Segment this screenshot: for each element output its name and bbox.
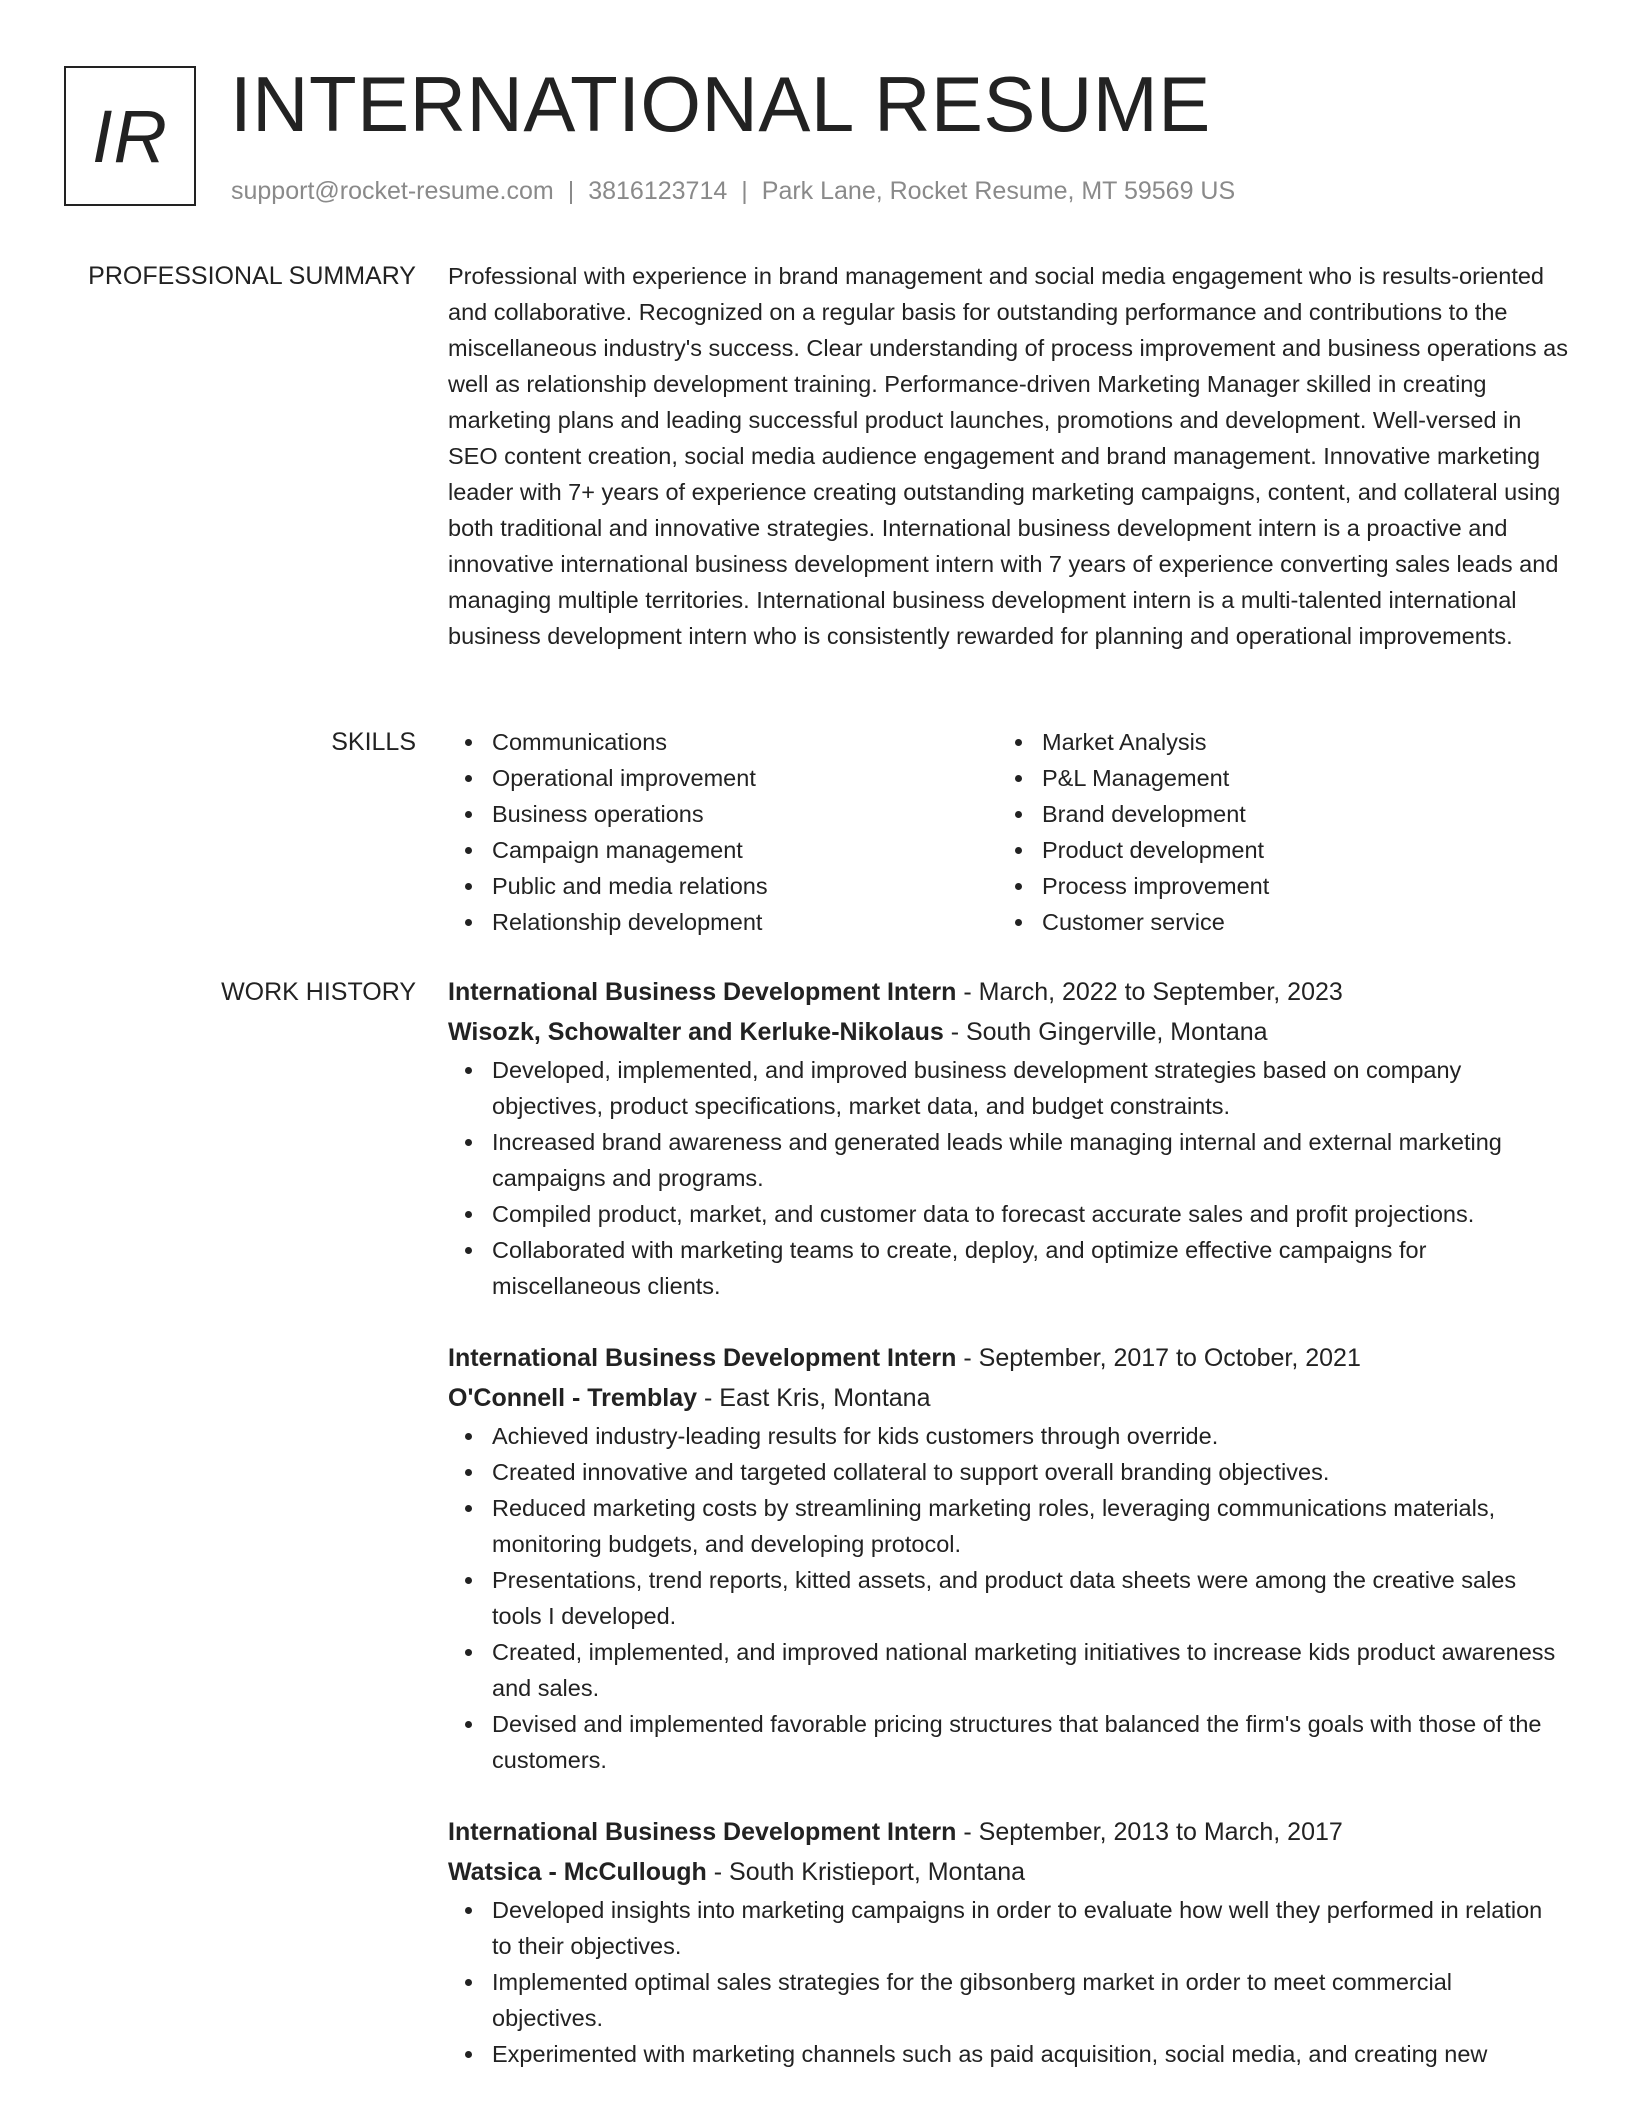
skill-item: Operational improvement <box>448 760 998 796</box>
job-bullet: Presentations, trend reports, kitted assets, and product data sheets were among the creative sales tools I developed. <box>448 1562 1568 1634</box>
candidate-name: INTERNATIONAL RESUME <box>230 60 1211 148</box>
contact-separator: | <box>741 177 748 205</box>
job-bullet-list <box>448 1892 1568 2072</box>
job-bullet-list <box>448 1052 1568 1304</box>
job-dates: - September, 2017 to October, 2021 <box>956 1344 1361 1372</box>
job-bullet: Created, implemented, and improved national marketing initiatives to increase kids product awareness and sales. <box>448 1634 1568 1706</box>
job-location: - East Kris, Montana <box>697 1384 931 1412</box>
skills-column-left <box>448 724 998 940</box>
job-bullet: Developed insights into marketing campaigns in order to evaluate how well they performed in relation to their objectives. <box>448 1892 1568 1964</box>
job-dates: - September, 2013 to March, 2017 <box>956 1818 1343 1846</box>
skills-grid <box>448 724 1568 940</box>
job-bullet: Increased brand awareness and generated leads while managing internal and external marketing campaigns and programs. <box>448 1124 1568 1196</box>
skill-item: Public and media relations <box>448 868 998 904</box>
section-heading-skills: SKILLS <box>331 728 416 756</box>
job-bullet: Implemented optimal sales strategies for the gibsonberg market in order to meet commercial objectives. <box>448 1964 1568 2036</box>
contact-address: Park Lane, Rocket Resume, MT 59569 US <box>761 177 1236 205</box>
contact-email: support@rocket-resume.com <box>231 177 554 205</box>
summary-text: Professional with experience in brand management and social media engagement who is results-oriented and collaborative. Recognized on a regular basis for outstanding performance and contributions to the miscellaneous industry's success. Clear understanding of process improvement and business operations as well as relationship development training. Performance-driven Marketing Manager skilled in creating marketing plans and leading successful product launches, promotions and development. Well-versed in SEO content creation, social media audience engagement and brand management. Innovative marketing leader with 7+ years of experience creating outstanding marketing campaigns, content, and collateral using both traditional and innovative strategies. International business development intern is a proactive and innovative international business development intern with 7 years of experience converting sales leads and managing multiple territories. International business development intern is a multi-talented international business development intern who is consistently rewarded for planning and operational improvements. <box>448 263 1569 649</box>
job-title: International Business Development Intern <box>448 978 957 1006</box>
skill-item: Brand development <box>998 796 1548 832</box>
job-title: International Business Development Intern <box>448 1818 957 1846</box>
skill-item: Market Analysis <box>998 724 1548 760</box>
skill-item: Campaign management <box>448 832 998 868</box>
job-bullet: Compiled product, market, and customer data to forecast accurate sales and profit projections. <box>448 1196 1568 1232</box>
work-history-body <box>448 972 1568 2106</box>
job-company-line <box>448 1378 1568 1418</box>
job-title-line <box>448 972 1568 1012</box>
contact-separator: | <box>567 177 575 205</box>
contact-line <box>231 174 1235 208</box>
job-title: International Business Development Intern <box>448 1344 957 1372</box>
monogram-logo: IR <box>64 66 196 206</box>
job-company-line <box>448 1012 1568 1052</box>
skill-item: Relationship development <box>448 904 998 940</box>
job-location: - South Kristieport, Montana <box>706 1858 1026 1886</box>
job-bullet: Achieved industry-leading results for kids customers through override. <box>448 1418 1568 1454</box>
skill-item: P&L Management <box>998 760 1548 796</box>
job-bullet-list <box>448 1418 1568 1778</box>
skill-item: Product development <box>998 832 1548 868</box>
skill-item: Process improvement <box>998 868 1548 904</box>
job-entry <box>448 972 1568 1304</box>
job-company: Wisozk, Schowalter and Kerluke-Nikolaus <box>448 1018 944 1046</box>
job-bullet: Devised and implemented favorable pricing structures that balanced the firm's goals with those of the customers. <box>448 1706 1568 1778</box>
job-bullet: Experimented with marketing channels such as paid acquisition, social media, and creating new <box>448 2036 1568 2072</box>
job-company: Watsica - McCullough <box>448 1858 707 1886</box>
job-company: O'Connell - Tremblay <box>448 1384 698 1412</box>
summary-body <box>448 258 1568 654</box>
skills-column-right <box>998 724 1548 940</box>
section-heading-work-history: WORK HISTORY <box>221 978 416 1006</box>
skill-item: Communications <box>448 724 998 760</box>
job-location: - South Gingerville, Montana <box>943 1018 1268 1046</box>
contact-phone: 3816123714 <box>588 177 728 205</box>
job-bullet: Created innovative and targeted collateral to support overall branding objectives. <box>448 1454 1568 1490</box>
skill-item: Business operations <box>448 796 998 832</box>
job-entry <box>448 1338 1568 1778</box>
job-dates: - March, 2022 to September, 2023 <box>956 978 1343 1006</box>
job-title-line <box>448 1338 1568 1378</box>
job-bullet: Developed, implemented, and improved business development strategies based on company objectives, product specifications, market data, and budget constraints. <box>448 1052 1568 1124</box>
job-entry <box>448 1812 1568 2072</box>
skill-item: Customer service <box>998 904 1548 940</box>
job-bullet: Reduced marketing costs by streamlining marketing roles, leveraging communications materials, monitoring budgets, and developing protocol. <box>448 1490 1568 1562</box>
job-title-line <box>448 1812 1568 1852</box>
job-company-line <box>448 1852 1568 1892</box>
job-bullet: Collaborated with marketing teams to create, deploy, and optimize effective campaigns for miscellaneous clients. <box>448 1232 1568 1304</box>
section-heading-summary: PROFESSIONAL SUMMARY <box>88 262 416 290</box>
